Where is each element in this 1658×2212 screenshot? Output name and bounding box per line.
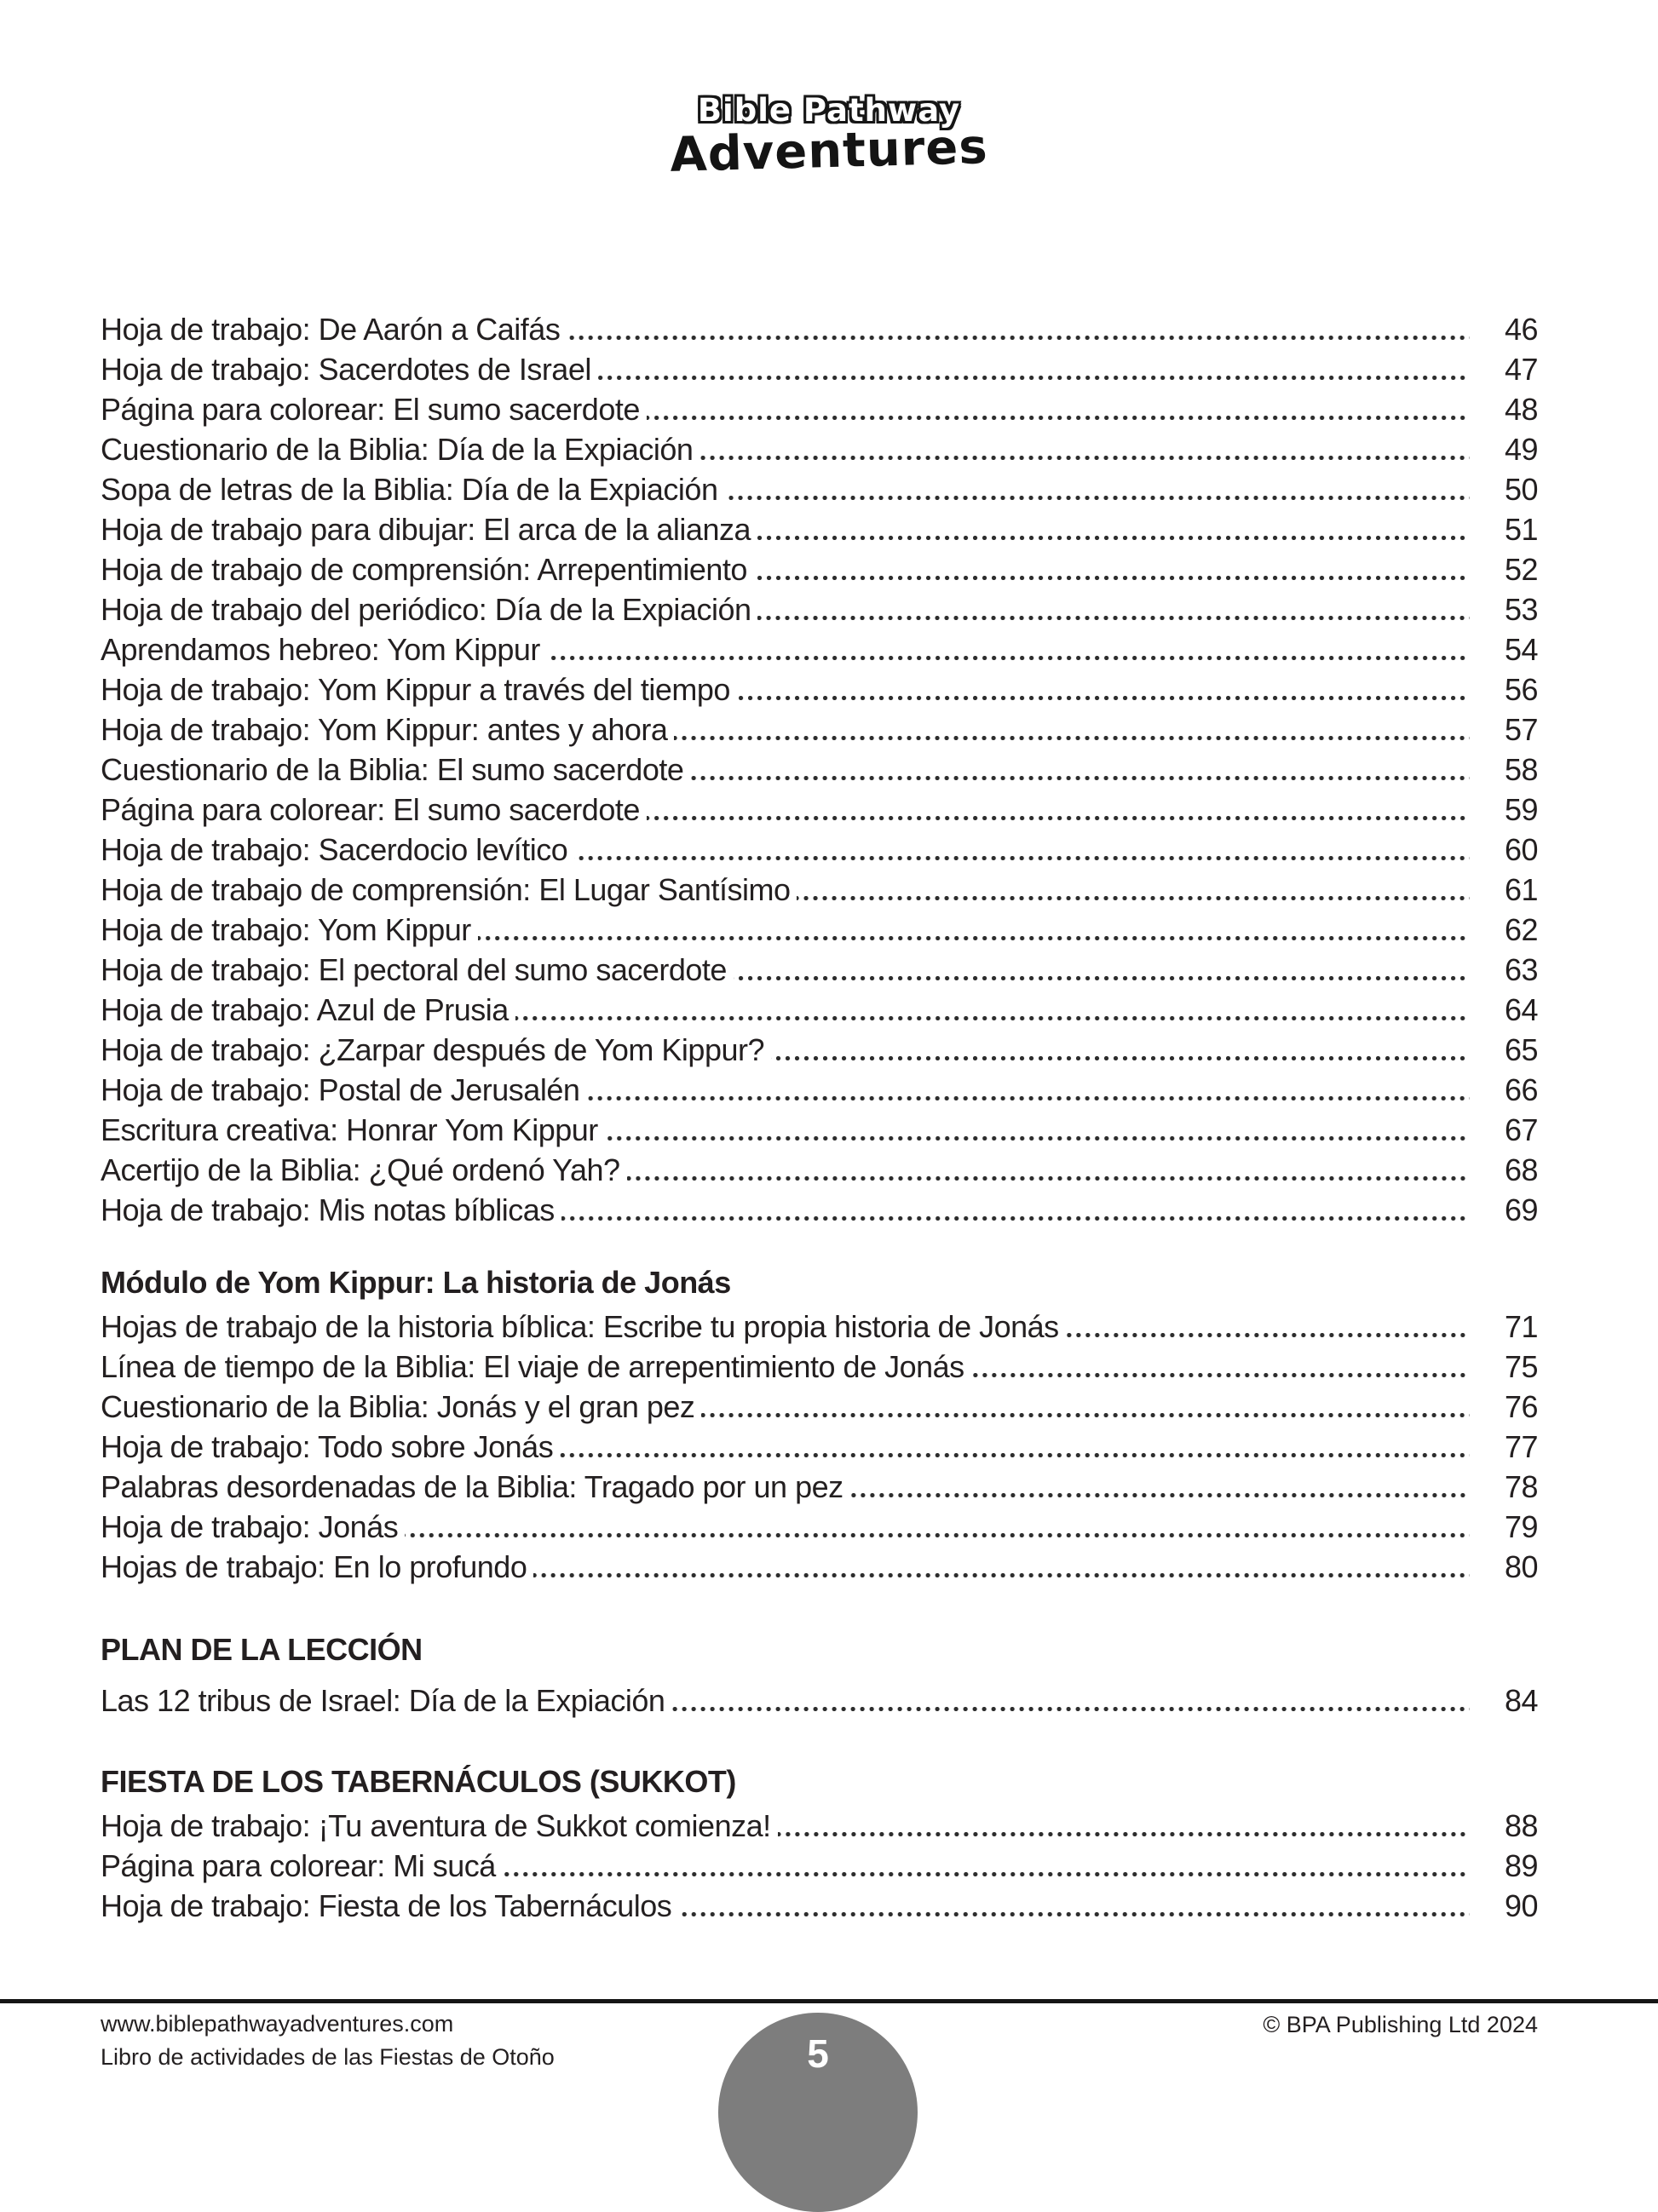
toc-entry-page-number: 67 (1504, 1112, 1538, 1147)
dot-leader (678, 1912, 1470, 1916)
dot-leader (757, 536, 1470, 540)
toc-entry-label: Hoja de trabajo de comprensión: El Lugar Santísimo (101, 872, 791, 907)
toc-entry-page-number: 89 (1504, 1848, 1538, 1883)
toc-entry-label: Cuestionario de la Biblia: El sumo sacerdote (101, 752, 684, 787)
logo-adventures-text: Adventures (669, 119, 989, 183)
dot-leader (754, 576, 1470, 580)
toc-entry-label: Página para colorear: El sumo sacerdote (101, 392, 640, 427)
toc-entry-page-number: 63 (1504, 952, 1538, 987)
dot-leader (690, 776, 1470, 780)
toc-entry[interactable] (101, 589, 1538, 629)
dot-leader (737, 696, 1470, 700)
dot-leader (574, 856, 1470, 860)
dot-leader (478, 936, 1470, 940)
toc-entry-label: Palabras desordenadas de la Biblia: Tragado por un pez (101, 1469, 843, 1504)
dot-leader (561, 1216, 1470, 1221)
dot-leader (734, 976, 1470, 980)
footer-book-title: Libro de actividades de las Fiestas de Otoño (101, 2044, 555, 2070)
toc-section (101, 1629, 1538, 1721)
dot-leader (567, 336, 1470, 340)
toc-entry[interactable] (101, 950, 1538, 990)
toc-entry[interactable] (101, 629, 1538, 669)
page-number-badge (718, 2013, 918, 2212)
dot-leader (671, 1707, 1470, 1711)
toc-entry[interactable] (101, 1507, 1538, 1547)
toc-entry-label: Hoja de trabajo: ¡Tu aventura de Sukkot comienza! (101, 1808, 771, 1843)
toc-entry-page-number: 50 (1504, 472, 1538, 507)
logo-bible-pathway-text: Bible Pathway (697, 92, 961, 129)
dot-leader (627, 1176, 1470, 1181)
toc-entry-label: Página para colorear: El sumo sacerdote (101, 792, 640, 827)
toc-entry-label: Acertijo de la Biblia: ¿Qué ordenó Yah? (101, 1152, 620, 1187)
toc-entry-page-number: 90 (1504, 1888, 1538, 1923)
toc-entry-page-number: 60 (1504, 832, 1538, 867)
toc-entry[interactable] (101, 1547, 1538, 1587)
dot-leader (850, 1493, 1470, 1497)
toc-entry-label: Escritura creativa: Honrar Yom Kippur (101, 1112, 598, 1147)
toc-entry-page-number: 51 (1504, 512, 1538, 547)
dot-leader (605, 1136, 1470, 1140)
toc-entry-page-number: 61 (1504, 872, 1538, 907)
toc-entry-page-number: 54 (1504, 632, 1538, 667)
toc-entry-label: Aprendamos hebreo: Yom Kippur (101, 632, 540, 667)
dot-leader (699, 456, 1470, 460)
toc-entry[interactable] (101, 1110, 1538, 1150)
toc-entry-page-number: 57 (1504, 712, 1538, 747)
page-number: 5 (807, 2031, 829, 2076)
toc-entry-page-number: 78 (1504, 1469, 1538, 1504)
dot-leader (701, 1413, 1470, 1417)
dot-leader (674, 736, 1470, 740)
toc-entry[interactable] (101, 910, 1538, 950)
toc-entry-page-number: 46 (1504, 312, 1538, 347)
table-of-contents (0, 309, 1658, 1926)
toc-entry-page-number: 69 (1504, 1192, 1538, 1227)
toc-entry-label: Hojas de trabajo: En lo profundo (101, 1549, 527, 1584)
dot-leader (560, 1453, 1470, 1457)
dot-leader (647, 416, 1470, 420)
toc-entry[interactable] (101, 389, 1538, 429)
toc-entry-label: Sopa de letras de la Biblia: Día de la Expiación (101, 472, 718, 507)
toc-entry-page-number: 79 (1504, 1509, 1538, 1544)
toc-entry-page-number: 47 (1504, 352, 1538, 387)
toc-entry[interactable] (101, 429, 1538, 469)
toc-entry[interactable] (101, 669, 1538, 710)
toc-entry-label: Hoja de trabajo: Azul de Prusia (101, 992, 509, 1027)
toc-entry[interactable] (101, 870, 1538, 910)
toc-entry-page-number: 71 (1504, 1309, 1538, 1344)
dot-leader (405, 1533, 1470, 1537)
toc-entry[interactable] (101, 309, 1538, 349)
dot-leader (533, 1573, 1470, 1577)
footer-divider (0, 1999, 1658, 2003)
toc-entry-label: Hoja de trabajo: Yom Kippur (101, 912, 471, 947)
toc-entry-page-number: 48 (1504, 392, 1538, 427)
toc-entry-page-number: 52 (1504, 552, 1538, 587)
toc-entry[interactable] (101, 349, 1538, 389)
toc-entry-label: Hoja de trabajo: Sacerdotes de Israel (101, 352, 591, 387)
toc-section-header: PLAN DE LA LECCIÓN (101, 1632, 423, 1667)
dot-leader (586, 1096, 1470, 1100)
toc-entry-page-number: 65 (1504, 1032, 1538, 1067)
toc-entry[interactable] (101, 509, 1538, 549)
dot-leader (1066, 1333, 1470, 1337)
toc-entry-label: Cuestionario de la Biblia: Jonás y el gran pez (101, 1389, 695, 1424)
dot-leader (724, 496, 1470, 500)
toc-entry-label: Hoja de trabajo: Fiesta de los Tabernáculos (101, 1888, 672, 1923)
logo (0, 0, 1658, 183)
dot-leader (503, 1872, 1470, 1876)
toc-entry[interactable] (101, 1030, 1538, 1070)
dot-leader (515, 1016, 1470, 1020)
toc-entry-label: Hoja de trabajo: Todo sobre Jonás (101, 1429, 554, 1464)
dot-leader (598, 376, 1470, 380)
toc-entry[interactable] (101, 710, 1538, 750)
dot-leader (778, 1832, 1470, 1836)
toc-entry[interactable] (101, 549, 1538, 589)
toc-entry-label: Hoja de trabajo: Postal de Jerusalén (101, 1072, 580, 1107)
toc-entry-page-number: 80 (1504, 1549, 1538, 1584)
dot-leader (797, 896, 1470, 900)
toc-entry[interactable] (101, 1427, 1538, 1467)
toc-entry[interactable] (101, 790, 1538, 830)
toc-entry[interactable] (101, 1467, 1538, 1507)
toc-entry-label: Página para colorear: Mi sucá (101, 1848, 496, 1883)
toc-entry-page-number: 75 (1504, 1349, 1538, 1384)
toc-entry-page-number: 77 (1504, 1429, 1538, 1464)
toc-entry-page-number: 68 (1504, 1152, 1538, 1187)
toc-entry-page-number: 64 (1504, 992, 1538, 1027)
toc-entry-label: Hojas de trabajo de la historia bíblica: Escribe tu propia historia de Jonás (101, 1309, 1059, 1344)
toc-entry[interactable] (101, 1681, 1538, 1721)
toc-entry[interactable] (101, 1150, 1538, 1190)
toc-entry[interactable] (101, 990, 1538, 1030)
toc-entry-page-number: 66 (1504, 1072, 1538, 1107)
toc-entry[interactable] (101, 1070, 1538, 1110)
toc-section-header: FIESTA DE LOS TABERNÁCULOS (SUKKOT) (101, 1764, 736, 1799)
footer-left-block (101, 2008, 555, 2074)
toc-entry-page-number: 62 (1504, 912, 1538, 947)
toc-entry-page-number: 84 (1504, 1683, 1538, 1718)
toc-entry-page-number: 58 (1504, 752, 1538, 787)
toc-entry-page-number: 56 (1504, 672, 1538, 707)
toc-entry[interactable] (101, 750, 1538, 790)
toc-entry[interactable] (101, 1806, 1538, 1846)
toc-entry[interactable] (101, 1886, 1538, 1926)
toc-entry-label: Hoja de trabajo: ¿Zarpar después de Yom Kippur? (101, 1032, 764, 1067)
footer-website-link[interactable]: www.biblepathwayadventures.com (101, 2011, 454, 2037)
toc-entry[interactable] (101, 469, 1538, 509)
toc-entry-page-number: 53 (1504, 592, 1538, 627)
toc-section (101, 309, 1538, 1230)
toc-entry-page-number: 76 (1504, 1389, 1538, 1424)
toc-entry[interactable] (101, 830, 1538, 870)
toc-section (101, 1262, 1538, 1587)
toc-entry[interactable] (101, 1190, 1538, 1230)
toc-section-header: Módulo de Yom Kippur: La historia de Jonás (101, 1265, 731, 1300)
toc-entry-label: Línea de tiempo de la Biblia: El viaje de arrepentimiento de Jonás (101, 1349, 964, 1384)
toc-entry-label: Hoja de trabajo para dibujar: El arca de la alianza (101, 512, 751, 547)
toc-section (101, 1761, 1538, 1926)
toc-entry[interactable] (101, 1347, 1538, 1387)
toc-entry[interactable] (101, 1846, 1538, 1886)
toc-entry-label: Hoja de trabajo: Yom Kippur a través del tiempo (101, 672, 730, 707)
toc-entry-label: Hoja de trabajo: Mis notas bíblicas (101, 1192, 555, 1227)
toc-entry-label: Hoja de trabajo de comprensión: Arrepentimiento (101, 552, 747, 587)
toc-entry-label: Hoja de trabajo: El pectoral del sumo sacerdote (101, 952, 727, 987)
toc-entry[interactable] (101, 1387, 1538, 1427)
toc-entry-page-number: 59 (1504, 792, 1538, 827)
toc-entry-label: Las 12 tribus de Israel: Día de la Expiación (101, 1683, 665, 1718)
toc-entry-label: Cuestionario de la Biblia: Día de la Expiación (101, 432, 694, 467)
dot-leader (547, 656, 1470, 660)
dot-leader (971, 1373, 1470, 1377)
dot-leader (647, 816, 1470, 820)
toc-entry-page-number: 49 (1504, 432, 1538, 467)
dot-leader (771, 1056, 1470, 1060)
dot-leader (757, 616, 1470, 620)
toc-entry-page-number: 88 (1504, 1808, 1538, 1843)
toc-entry-label: Hoja de trabajo del periódico: Día de la Expiación (101, 592, 751, 627)
footer-copyright: © BPA Publishing Ltd 2024 (1263, 2012, 1538, 2037)
toc-entry[interactable] (101, 1307, 1538, 1347)
toc-entry-label: Hoja de trabajo: Jonás (101, 1509, 399, 1544)
toc-entry-label: Hoja de trabajo: Yom Kippur: antes y ahora (101, 712, 668, 747)
toc-entry-label: Hoja de trabajo: Sacerdocio levítico (101, 832, 568, 867)
toc-entry-label: Hoja de trabajo: De Aarón a Caifás (101, 312, 561, 347)
